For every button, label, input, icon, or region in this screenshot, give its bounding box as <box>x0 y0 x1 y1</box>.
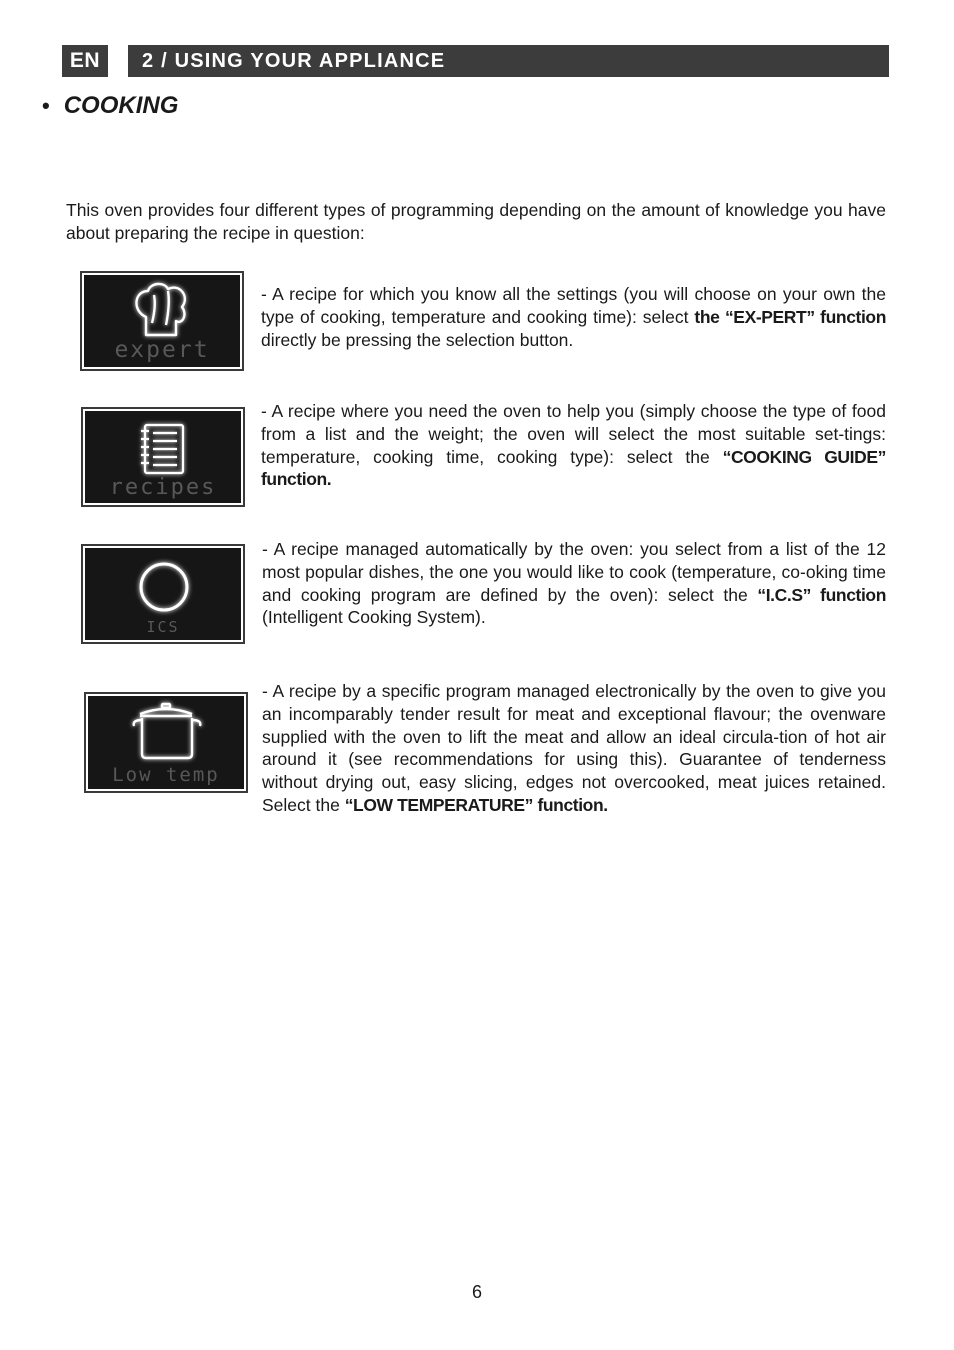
recipes-description: - A recipe where you need the oven to help you (simply choose the type of food from a list and the weight; the oven will select the most suitable set-tings: temperature, cooking time, cooking type): select the “COOKING GUIDE” function. <box>261 401 886 490</box>
ics-display-tile <box>81 544 245 644</box>
language-badge: EN <box>62 45 108 77</box>
recipes-function-name: “COOKING GUIDE” function. <box>261 446 886 490</box>
heading-bullet: • <box>42 93 50 118</box>
expert-screen-label: expert <box>114 337 210 363</box>
recipes-display-tile <box>81 407 245 507</box>
low-temp-display-tile <box>84 692 248 793</box>
intro-paragraph: This oven provides four different types of programming depending on the amount of knowledge you have about preparing the recipe in question: <box>66 200 886 243</box>
ics-description: - A recipe managed automatically by the oven: you select from a list of the 12 most popular dishes, the one you would like to cook (temperature, co-oking time and cooking program are defined by the oven): select the “I.C.S” function (Intelligent Cooking System). <box>262 539 886 628</box>
expert-description: - A recipe for which you know all the settings (you will choose on your own the type of cooking, temperature and cooking time): select the “EX-PERT” function directly be pressing the selection button. <box>261 284 886 350</box>
expert-display-tile <box>80 271 244 371</box>
heading-title: COOKING <box>63 92 179 119</box>
ics-screen-label: ICS <box>146 618 180 636</box>
expert-function-name: the “EX-PERT” function <box>694 306 886 327</box>
recipes-screen-label: recipes <box>109 475 217 500</box>
low-temp-function-name: “LOW TEMPERATURE” function. <box>344 794 608 815</box>
ics-function-name: “I.C.S” function <box>757 584 886 605</box>
section-title-bar: 2 / USING YOUR APPLIANCE <box>128 45 889 77</box>
page-heading <box>42 92 178 120</box>
low-temp-description: - A recipe by a specific program managed electronically by the oven to give you an incomparably tender result for meat and exceptional flavour; the ovenware supplied with the oven to lift the meat and allow an ideal circula-tion of hot air around it (see recommendations for using this). Guarantee of tenderness without drying out, easy slicing, edges not overcooked, meat juices retained. Select the “LOW TEMPERATURE” function. <box>262 681 886 815</box>
page-number: 6 <box>471 1282 482 1302</box>
low-temp-screen-label: Low temp <box>112 764 220 786</box>
